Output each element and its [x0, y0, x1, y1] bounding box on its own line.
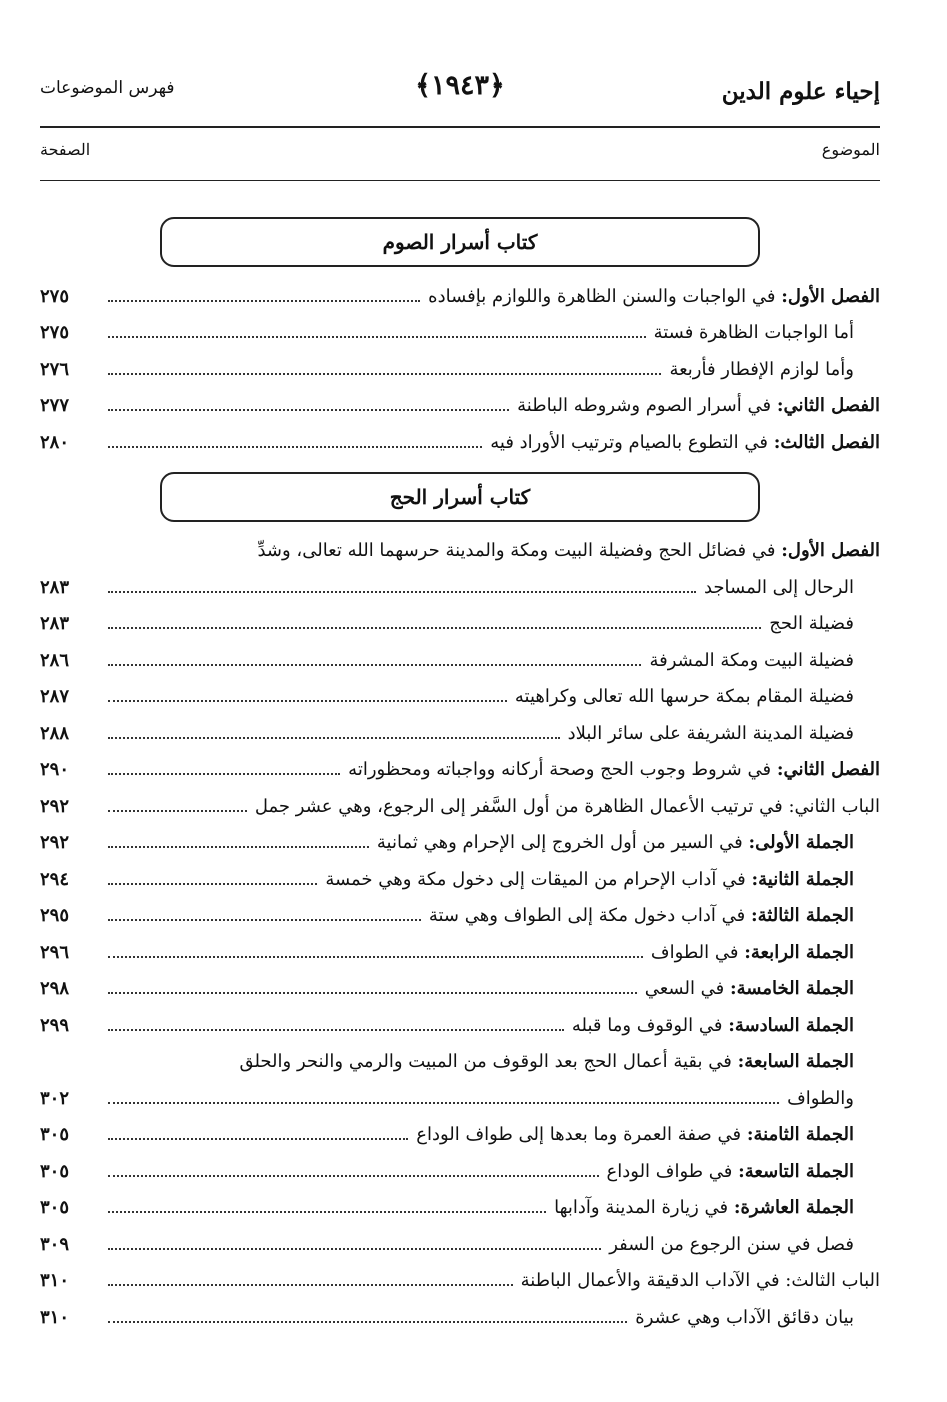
- entry-label: الفصل الأول:: [781, 540, 880, 561]
- dot-leader: [108, 1175, 599, 1177]
- toc-entry[interactable]: [40, 1006, 880, 1043]
- dot-leader: [108, 700, 507, 702]
- entry-page-number: ٢٩٠: [40, 759, 70, 780]
- entry-page-number: ٢٩٦: [40, 941, 70, 963]
- entry-page-number: ٢٨٣: [40, 613, 70, 634]
- toc-section: [40, 472, 880, 1335]
- entry-page-number: ٢٩٢: [40, 795, 70, 817]
- dot-leader: [108, 373, 661, 375]
- dot-leader: [108, 1029, 564, 1031]
- toc-entry[interactable]: [40, 933, 880, 970]
- dot-leader: [108, 664, 641, 666]
- toc-entry[interactable]: [40, 1152, 880, 1189]
- section-title: فهرس الموضوعات: [40, 78, 175, 98]
- book-section-title: كتاب أسرار الصوم: [160, 217, 760, 267]
- entry-page-number: ٢٨٨: [40, 722, 70, 744]
- book-title: إحياء علوم الدين: [721, 78, 880, 105]
- dot-leader: [108, 1248, 601, 1250]
- toc-entry[interactable]: [40, 1116, 880, 1153]
- entry-text: في السعي: [644, 978, 725, 999]
- dot-leader: [108, 1211, 546, 1213]
- entry-label: الفصل الثاني:: [776, 395, 880, 416]
- entry-page-number: ٣٠٢: [40, 1087, 70, 1109]
- entry-page-number: ٢٩٤: [40, 868, 70, 890]
- entry-page-number: ٣١٠: [40, 1306, 70, 1328]
- entry-label: الجملة الثامنة:: [746, 1124, 854, 1145]
- entry-text: الباب الثاني: في ترتيب الأعمال الظاهرة من أول السَّفر إلى الرجوع، وهي عشر جمل: [254, 795, 880, 817]
- toc-entry[interactable]: [40, 605, 880, 642]
- toc-entry[interactable]: [40, 568, 880, 605]
- toc-entry[interactable]: [40, 1079, 880, 1116]
- toc-entry[interactable]: [40, 277, 880, 314]
- entry-page-number: ٢٨٦: [40, 649, 70, 671]
- dot-leader: [108, 446, 482, 448]
- dot-leader: [108, 883, 317, 885]
- entry-text: فضيلة المدينة الشريفة على سائر البلاد: [567, 722, 854, 744]
- toc-entry[interactable]: [40, 1262, 880, 1299]
- entry-text: في آداب الإحرام من الميقات إلى دخول مكة وهي خمسة: [325, 868, 746, 890]
- book-section-title: كتاب أسرار الحج: [160, 472, 760, 522]
- dot-leader: [108, 1321, 627, 1323]
- dot-leader: [108, 627, 761, 629]
- entry-page-number: ٢٧٦: [40, 358, 70, 380]
- entry-page-number: ٢٧٥: [40, 322, 70, 343]
- entry-page-number: ٣٠٥: [40, 1124, 70, 1145]
- toc-entry[interactable]: [40, 350, 880, 387]
- topic-column-header: الموضوع: [821, 140, 880, 159]
- dot-leader: [108, 919, 421, 921]
- toc-entry[interactable]: [40, 1043, 880, 1080]
- toc-entry[interactable]: [40, 970, 880, 1007]
- entry-label: الجملة الأولى:: [748, 832, 854, 853]
- dot-leader: [108, 737, 560, 739]
- entry-label: الجملة التاسعة:: [738, 1160, 854, 1182]
- dot-leader: [108, 300, 420, 302]
- entry-label: الفصل الأول:: [781, 285, 880, 307]
- toc-entry[interactable]: [40, 897, 880, 934]
- entry-label: الجملة الرابعة:: [744, 941, 854, 963]
- entry-label: الجملة السابعة:: [737, 1051, 854, 1072]
- dot-leader: [108, 992, 637, 994]
- toc-entry[interactable]: [40, 824, 880, 861]
- entry-label: الجملة الثالثة:: [751, 905, 854, 926]
- entry-text: فضيلة المقام بمكة حرسها الله تعالى وكراهيته: [514, 686, 854, 707]
- dot-leader: [108, 846, 369, 848]
- dot-leader: [108, 591, 696, 593]
- dot-leader: [108, 336, 646, 338]
- toc-entry[interactable]: [40, 1225, 880, 1262]
- entry-text: في أسرار الصوم وشروطه الباطنة: [517, 395, 772, 416]
- toc-entry[interactable]: [40, 641, 880, 678]
- entry-page-number: ٢٩٨: [40, 978, 70, 999]
- toc-entry[interactable]: [40, 532, 880, 569]
- dot-leader: [108, 1138, 408, 1140]
- toc-entry[interactable]: [40, 1298, 880, 1335]
- dot-leader: [108, 409, 509, 411]
- toc-entry[interactable]: [40, 387, 880, 424]
- toc-entry[interactable]: [40, 678, 880, 715]
- entry-text: في زيارة المدينة وآدابها: [554, 1197, 729, 1218]
- entry-text: في السير من أول الخروج إلى الإحرام وهي ثمانية: [376, 832, 743, 853]
- toc-entry[interactable]: [40, 314, 880, 351]
- entry-text: في التطوع بالصيام وترتيب الأوراد فيه: [490, 431, 768, 453]
- page-column-header: الصفحة: [40, 140, 91, 159]
- entry-text: في فضائل الحج وفضيلة البيت ومكة والمدينة حرسهما الله تعالى، وشدِّ: [257, 540, 776, 561]
- toc-entry[interactable]: [40, 423, 880, 460]
- entry-text: والطواف: [787, 1087, 854, 1109]
- entry-page-number: ٢٩٥: [40, 905, 70, 926]
- toc-entry[interactable]: [40, 860, 880, 897]
- entry-text: الباب الثالث: في الآداب الدقيقة والأعمال الباطنة: [520, 1270, 880, 1291]
- page-header: [40, 60, 880, 128]
- entry-text: في الوقوف وما قبله: [571, 1014, 723, 1036]
- toc-section: [40, 217, 880, 460]
- entry-text: في شروط وجوب الحج وصحة أركانه وواجباته ومحظوراته: [348, 759, 772, 780]
- entry-label: الجملة السادسة:: [728, 1014, 854, 1036]
- page-number: ﴿١٩٤٣﴾: [415, 70, 505, 101]
- toc-entry[interactable]: [40, 714, 880, 751]
- entry-page-number: ٢٩٢: [40, 832, 70, 853]
- toc-entry[interactable]: [40, 787, 880, 824]
- entry-text: وأما لوازم الإفطار فأربعة: [669, 358, 854, 380]
- entry-label: الفصل الثاني:: [776, 759, 880, 780]
- dot-leader: [108, 1284, 513, 1286]
- entry-text: الرحال إلى المساجد: [703, 576, 854, 598]
- entry-text: بيان دقائق الآداب وهي عشرة: [635, 1306, 854, 1328]
- toc-page: [40, 60, 880, 1335]
- dot-leader: [108, 773, 340, 775]
- entry-page-number: ٢٨٧: [40, 686, 70, 707]
- entry-text: فصل في سنن الرجوع من السفر: [609, 1233, 854, 1255]
- entry-text: في صفة العمرة وما بعدها إلى طواف الوداع: [416, 1124, 742, 1145]
- dot-leader: [108, 956, 643, 958]
- dot-leader: [108, 810, 247, 812]
- entry-page-number: ٢٨٠: [40, 431, 70, 453]
- entry-text: في آداب دخول مكة إلى الطواف وهي ستة: [428, 905, 746, 926]
- entry-page-number: ٢٧٥: [40, 285, 70, 307]
- entry-page-number: ٣١٠: [40, 1270, 70, 1291]
- entry-text: فضيلة البيت ومكة المشرفة: [649, 649, 854, 671]
- entry-page-number: ٣٠٩: [40, 1233, 70, 1255]
- column-headers: [40, 128, 880, 181]
- dot-leader: [108, 1102, 779, 1104]
- toc-sections: [40, 217, 880, 1335]
- entry-label: الفصل الثالث:: [773, 431, 880, 453]
- entry-text: فضيلة الحج: [769, 613, 854, 634]
- entry-page-number: ٢٧٧: [40, 395, 70, 416]
- entry-page-number: ٢٨٣: [40, 576, 70, 598]
- entry-text: أما الواجبات الظاهرة فستة: [653, 322, 854, 343]
- toc-entry[interactable]: [40, 751, 880, 788]
- entry-page-number: ٢٩٩: [40, 1014, 70, 1036]
- entry-text: في الواجبات والسنن الظاهرة واللوازم بإفساده: [428, 285, 776, 307]
- entry-label: الجملة الخامسة:: [730, 978, 854, 999]
- entry-text: في الطواف: [650, 941, 739, 963]
- entry-label: الجملة العاشرة:: [733, 1197, 854, 1218]
- entry-page-number: ٣٠٥: [40, 1160, 70, 1182]
- toc-entry[interactable]: [40, 1189, 880, 1226]
- entry-page-number: ٣٠٥: [40, 1197, 70, 1218]
- entry-text: في طواف الوداع: [606, 1160, 733, 1182]
- entry-label: الجملة الثانية:: [751, 868, 854, 890]
- entry-text: في بقية أعمال الحج بعد الوقوف من المبيت والرمي والنحر والحلق: [239, 1051, 732, 1072]
